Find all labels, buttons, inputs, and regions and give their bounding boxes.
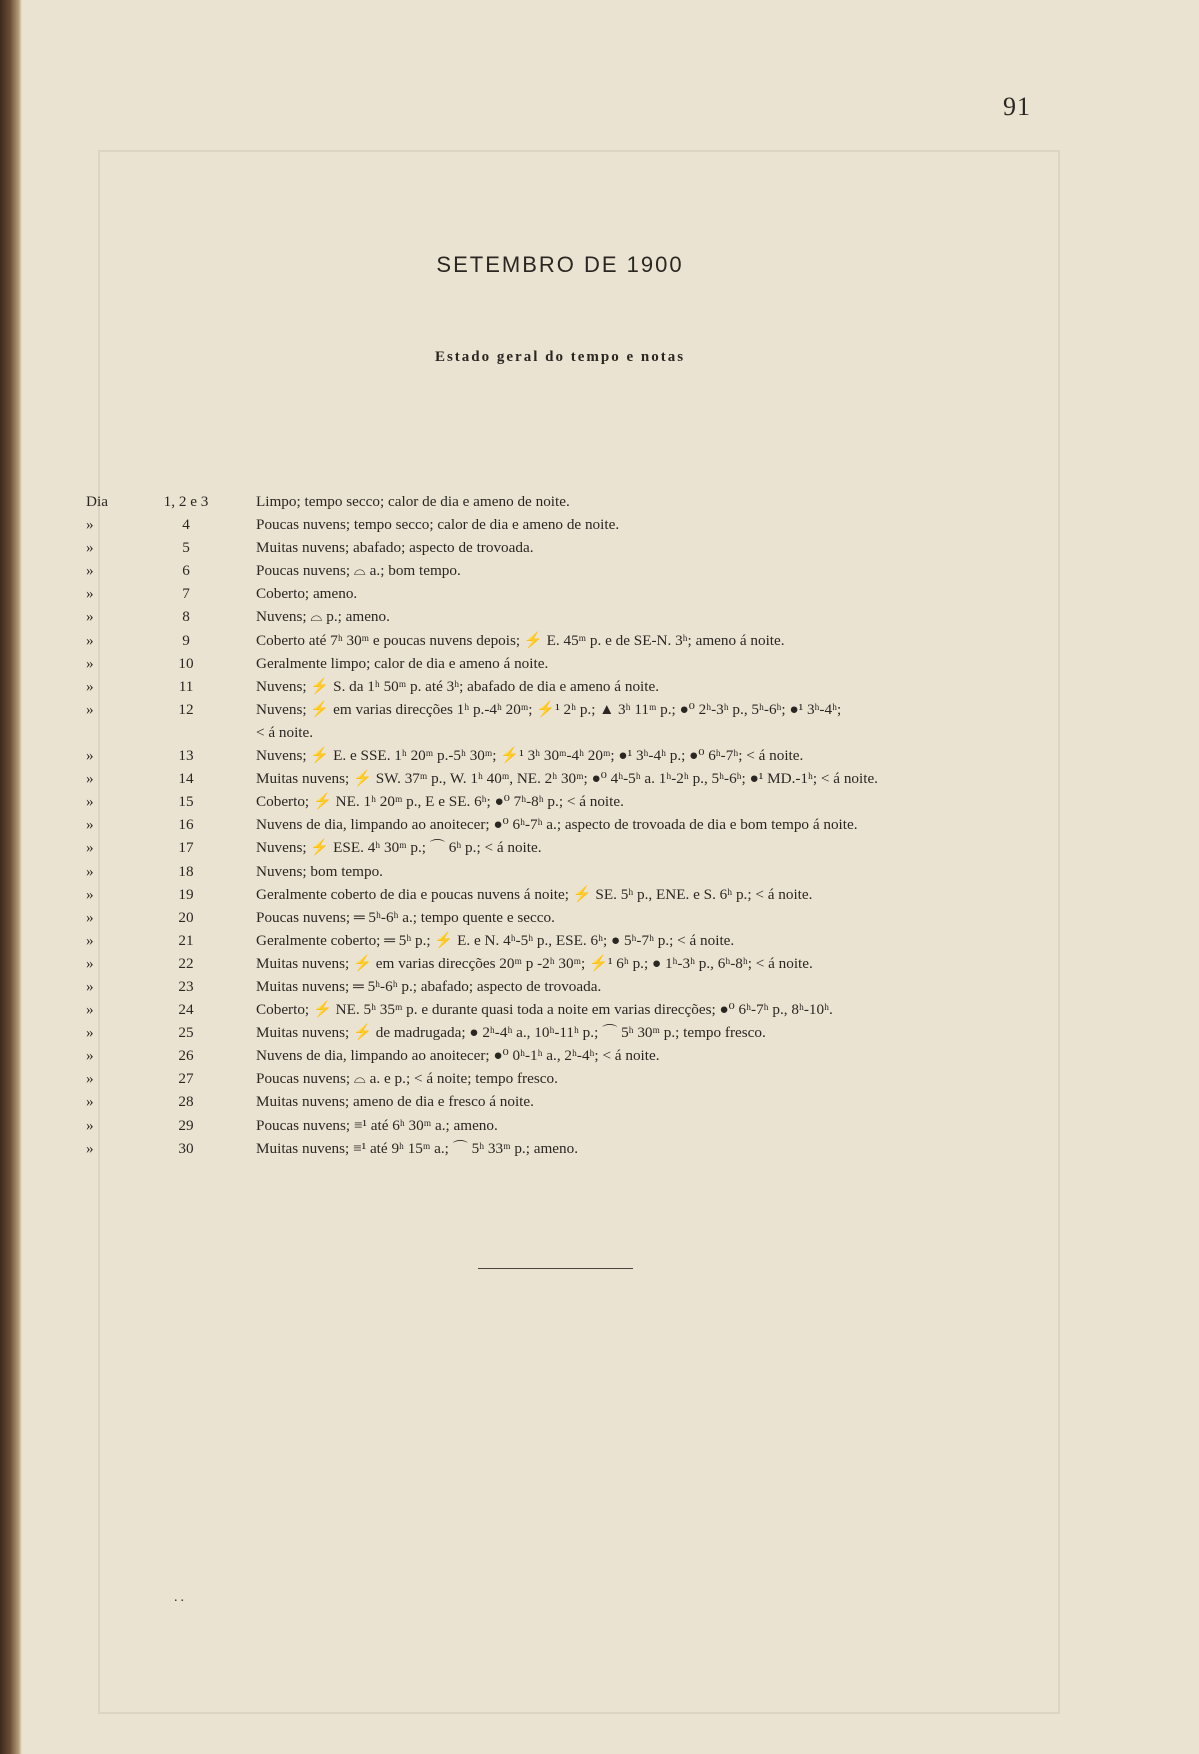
row-day: 6: [182, 562, 190, 580]
row-marker: »: [86, 631, 94, 649]
row-day: 27: [178, 1070, 194, 1088]
table-row: [86, 536, 1046, 559]
row-marker: »: [86, 770, 94, 788]
table-row: [86, 813, 1046, 836]
row-weather-text: Coberto; ameno.: [256, 585, 358, 603]
table-row: [86, 836, 1046, 859]
row-day: 16: [178, 816, 194, 834]
row-day: 14: [178, 770, 194, 788]
page-number: 91: [1003, 92, 1031, 121]
row-day: 4: [182, 516, 190, 534]
table-row: [86, 652, 1046, 675]
table-row: [86, 998, 1046, 1021]
table-row: [86, 1044, 1046, 1067]
row-day: 30: [178, 1139, 194, 1157]
row-weather-text: Poucas nuvens; ≡¹ até 6ʰ 30ᵐ a.; ameno.: [256, 1116, 498, 1134]
row-weather-text: Poucas nuvens; ⌓ a.; bom tempo.: [256, 562, 461, 580]
row-day: 15: [178, 793, 194, 811]
page-title: SETEMBRO DE 1900: [436, 252, 684, 277]
table-row: [86, 1021, 1046, 1044]
row-day: 24: [178, 1001, 194, 1019]
table-row: [86, 767, 1046, 790]
row-weather-text: Poucas nuvens; ⌓ a. e p.; < á noite; tempo fresco.: [256, 1070, 558, 1088]
table-row: [86, 1067, 1046, 1090]
table-row: [86, 559, 1046, 582]
table-row: [86, 883, 1046, 906]
row-marker: »: [86, 585, 94, 603]
row-day: 28: [178, 1093, 194, 1111]
row-marker: »: [86, 1047, 94, 1065]
row-marker: »: [86, 839, 94, 857]
row-marker: »: [86, 677, 94, 695]
table-row: [86, 513, 1046, 536]
row-marker: »: [86, 1093, 94, 1111]
footer-dots: ..: [174, 1590, 187, 1605]
row-marker: »: [86, 977, 94, 995]
row-day: 11: [178, 677, 194, 695]
row-weather-text: Muitas nuvens; ameno de dia e fresco á noite.: [256, 1093, 534, 1111]
table-row: [86, 629, 1046, 652]
row-weather-text: Nuvens; ⚡ ESE. 4ʰ 30ᵐ p.; ⌒ 6ʰ p.; < á noite.: [256, 839, 542, 857]
row-day: 13: [178, 747, 194, 765]
table-row: [86, 929, 1046, 952]
row-weather-text: Nuvens; ⚡ S. da 1ʰ 50ᵐ p. até 3ʰ; abafado de dia e ameno á noite.: [256, 677, 660, 695]
row-day: 19: [178, 885, 194, 903]
row-weather-text: Nuvens; ⚡ E. e SSE. 1ʰ 20ᵐ p.-5ʰ 30ᵐ; ⚡¹ 3ʰ 30ᵐ-4ʰ 20ᵐ; ●¹ 3ʰ-4ʰ p.; ●⁰ 6ʰ-7ʰ; < á noite.: [256, 747, 804, 765]
row-day: 18: [178, 862, 194, 880]
row-day: 7: [182, 585, 190, 603]
row-marker: Dia: [86, 493, 108, 510]
table-row: [86, 1114, 1046, 1137]
row-weather-text: Muitas nuvens; ⚡ de madrugada; ● 2ʰ-4ʰ a., 10ʰ-11ʰ p.; ⌒ 5ʰ 30ᵐ p.; tempo fresco.: [256, 1024, 766, 1042]
table-row: [86, 860, 1046, 883]
row-weather-text: Coberto; ⚡ NE. 1ʰ 20ᵐ p., E e SE. 6ʰ; ●⁰ 7ʰ-8ʰ p.; < á noite.: [256, 793, 624, 811]
row-day: 10: [178, 654, 194, 672]
row-weather-text: Muitas nuvens; ⚡ em varias direcções 20ᵐ p -2ʰ 30ᵐ; ⚡¹ 6ʰ p.; ● 1ʰ-3ʰ p., 6ʰ-8ʰ; < á noite.: [256, 954, 813, 972]
row-day: 23: [178, 977, 194, 995]
table-row: [86, 698, 1046, 721]
row-day: 5: [182, 539, 190, 557]
row-day: 21: [178, 931, 194, 949]
table-row: [86, 675, 1046, 698]
row-weather-text: < á noite.: [256, 723, 314, 741]
row-weather-text: Coberto; ⚡ NE. 5ʰ 35ᵐ p. e durante quasi toda a noite em varias direcções; ●⁰ 6ʰ-7ʰ p., 8ʰ-10ʰ.: [256, 1001, 833, 1019]
row-marker: »: [86, 516, 94, 534]
table-row: [86, 582, 1046, 605]
row-marker: »: [86, 539, 94, 557]
row-weather-text: Nuvens; ⌓ p.; ameno.: [256, 608, 390, 626]
row-weather-text: Limpo; tempo secco; calor de dia e ameno de noite.: [256, 493, 570, 510]
row-day: 1, 2 e 3: [163, 493, 209, 510]
row-weather-text: Nuvens; bom tempo.: [256, 862, 383, 880]
weather-notes-table: [86, 490, 1046, 1160]
row-weather-text: Muitas nuvens; ═ 5ʰ-6ʰ p.; abafado; aspecto de trovoada.: [256, 977, 602, 995]
row-weather-text: Geralmente limpo; calor de dia e ameno á noite.: [256, 654, 549, 672]
row-marker: »: [86, 1001, 94, 1019]
row-weather-text: Nuvens de dia, limpando ao anoitecer; ●⁰ 0ʰ-1ʰ a., 2ʰ-4ʰ; < á noite.: [256, 1047, 660, 1065]
row-marker: »: [86, 608, 94, 626]
row-day: 29: [178, 1116, 194, 1134]
row-weather-text: Muitas nuvens; ⚡ SW. 37ᵐ p., W. 1ʰ 40ᵐ, NE. 2ʰ 30ᵐ; ●⁰ 4ʰ-5ʰ a. 1ʰ-2ʰ p., 5ʰ-6ʰ; ●¹ MD.-1ʰ; < á noite.: [256, 770, 878, 788]
row-weather-text: Coberto até 7ʰ 30ᵐ e poucas nuvens depois; ⚡ E. 45ᵐ p. e de SE-N. 3ʰ; ameno á noite.: [256, 631, 785, 649]
row-marker: »: [86, 1116, 94, 1134]
row-weather-text: Geralmente coberto de dia e poucas nuvens á noite; ⚡ SE. 5ʰ p., ENE. e S. 6ʰ p.; < á noite.: [256, 885, 813, 903]
table-row: [86, 1137, 1046, 1160]
row-day: 12: [178, 700, 194, 718]
row-day: 26: [178, 1047, 194, 1065]
row-marker: »: [86, 885, 94, 903]
row-day: 17: [178, 839, 194, 857]
row-marker: »: [86, 1070, 94, 1088]
row-marker: »: [86, 816, 94, 834]
section-subtitle: Estado geral do tempo e notas: [434, 349, 686, 365]
table-row: [86, 975, 1046, 998]
row-day: 22: [178, 954, 194, 972]
row-day: 25: [178, 1024, 194, 1042]
row-weather-text: Muitas nuvens; abafado; aspecto de trovoada.: [256, 539, 534, 557]
row-marker: »: [86, 1024, 94, 1042]
table-row: [86, 906, 1046, 929]
row-marker: »: [86, 654, 94, 672]
row-marker: »: [86, 793, 94, 811]
table-row: [86, 790, 1046, 813]
row-marker: »: [86, 931, 94, 949]
table-row: [86, 952, 1046, 975]
row-marker: »: [86, 1139, 94, 1157]
row-weather-text: Nuvens de dia, limpando ao anoitecer; ●⁰ 6ʰ-7ʰ a.; aspecto de trovoada de dia e bom tempo á noite.: [256, 816, 858, 834]
row-weather-text: Nuvens; ⚡ em varias direcções 1ʰ p.-4ʰ 20ᵐ; ⚡¹ 2ʰ p.; ▲ 3ʰ 11ᵐ p.; ●⁰ 2ʰ-3ʰ p., 5ʰ-6ʰ; ●¹ 3ʰ-4ʰ;: [256, 700, 842, 718]
row-marker: »: [86, 954, 94, 972]
row-marker: »: [86, 562, 94, 580]
table-row: [86, 490, 1046, 513]
row-day: 20: [178, 908, 194, 926]
row-weather-text: Geralmente coberto; ═ 5ʰ p.; ⚡ E. e N. 4ʰ-5ʰ p., ESE. 6ʰ; ● 5ʰ-7ʰ p.; < á noite.: [256, 931, 735, 949]
row-marker: »: [86, 700, 94, 718]
row-day: 9: [182, 631, 190, 649]
closing-rule: [478, 1268, 633, 1269]
row-weather-text: Muitas nuvens; ≡¹ até 9ʰ 15ᵐ a.; ⌒ 5ʰ 33ᵐ p.; ameno.: [256, 1139, 579, 1157]
table-row: [86, 605, 1046, 628]
row-marker: »: [86, 747, 94, 765]
table-row-continuation: [86, 721, 1046, 744]
row-marker: »: [86, 862, 94, 880]
table-row: [86, 1090, 1046, 1113]
row-day: 8: [182, 608, 190, 626]
table-row: [86, 744, 1046, 767]
row-weather-text: Poucas nuvens; tempo secco; calor de dia e ameno de noite.: [256, 516, 620, 534]
row-weather-text: Poucas nuvens; ═ 5ʰ-6ʰ a.; tempo quente e secco.: [256, 908, 555, 926]
row-marker: »: [86, 908, 94, 926]
